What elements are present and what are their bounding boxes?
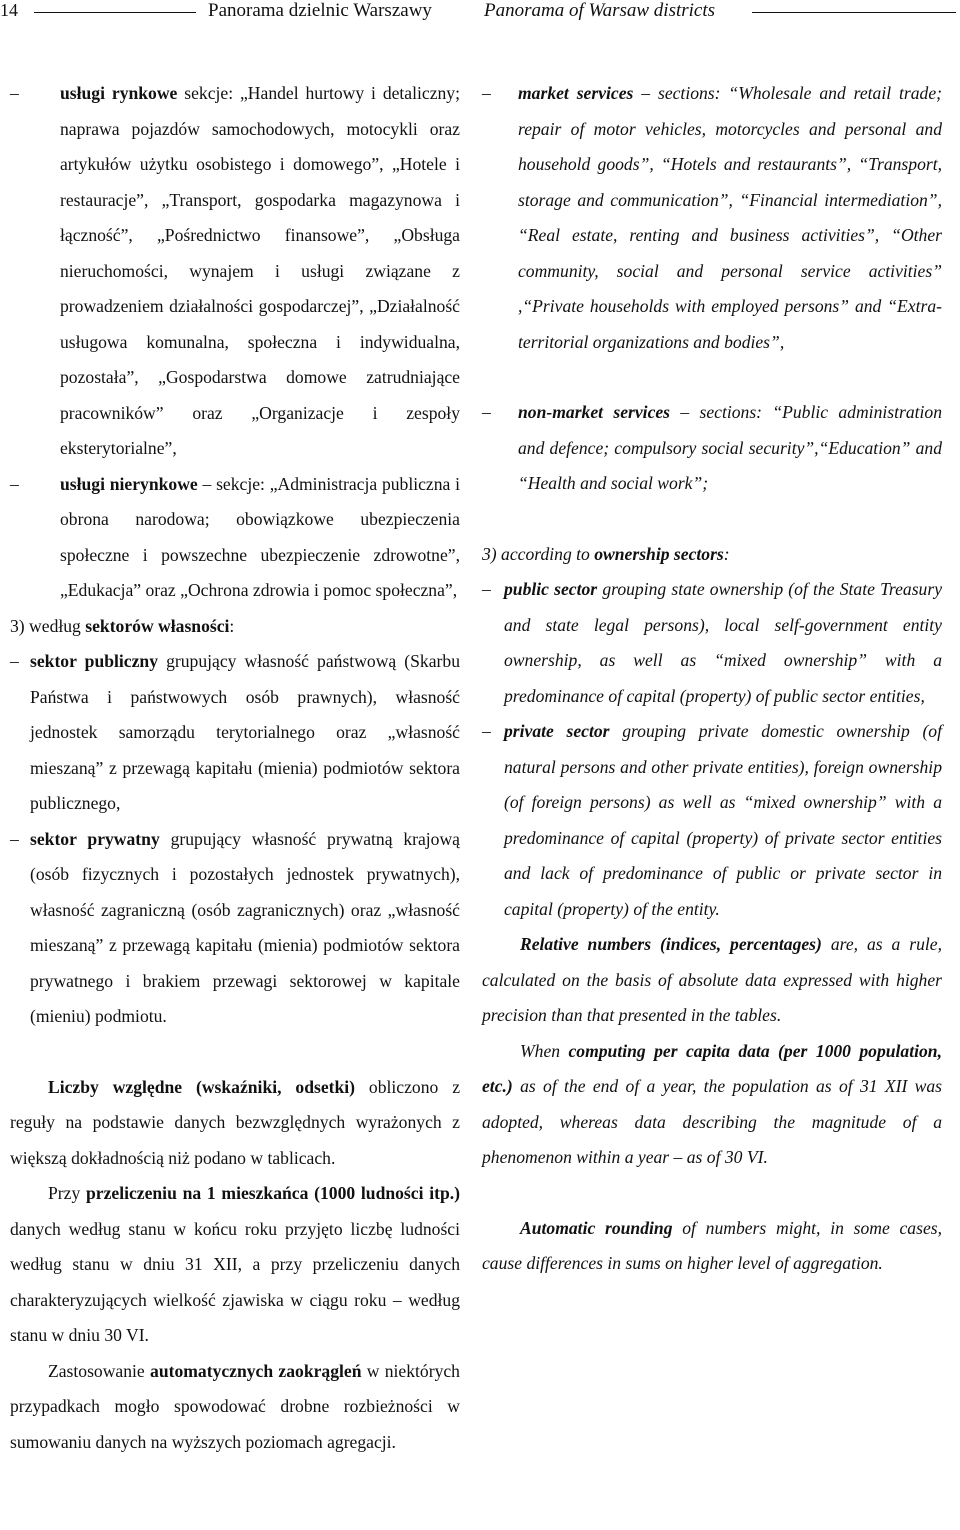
term-nonmarket-services-en: non-market services <box>518 402 671 422</box>
para-rounding-pl <box>10 1354 460 1461</box>
column-english <box>482 76 942 1282</box>
page-header <box>0 0 960 30</box>
text-per-capita-en: as of the end of a year, the population as of 31 XII was adopted, whereas data describing the magnitude of a phenomenon within a year – as of 30 VI. <box>482 1076 942 1167</box>
text-per-capita-pl: danych według stanu w końcu roku przyjęto liczbę ludności według stanu w dniu 31 XII, a przy przeliczeniu danych charakteryzujących wielkość zjawiska w ciągu roku – według stanu w dniu 30 VI. <box>10 1218 460 1345</box>
text-market-services-en: – sections: “Wholesale and retail trade; repair of motor vehicles, motorcycles and personal and household goods”, “Hotels and restaurants”, “Transport, storage and communication”, “Financial intermediation”, “Real estate, renting and business activities”, “Other community, social and personal service activities” ,“Private households with employed persons” and “Extra-territorial organizations and bodies”, <box>518 83 943 352</box>
para-relative-numbers-en <box>482 927 942 1034</box>
item-private-sector-en <box>482 714 942 927</box>
term-private-sector-pl: sektor prywatny <box>30 828 160 849</box>
dash: – <box>482 402 491 422</box>
header-rule-left <box>34 12 196 13</box>
para-relative-numbers-pl <box>10 1070 460 1177</box>
item-public-sector-en <box>482 572 942 714</box>
dash: – <box>482 579 491 599</box>
ownership-intro-pre: 3) według <box>10 615 86 636</box>
text-relative-numbers-pl: obliczono z reguły na podstawie danych bezwzględnych wyrażonych z większą dokładnością niż podano w tablicach. <box>10 1076 460 1168</box>
per-capita-pre-pl: Przy <box>48 1183 86 1203</box>
dash: – <box>482 721 491 741</box>
para-per-capita-en <box>482 1034 942 1176</box>
term-relative-numbers-pl: Liczby względne (wskaźniki, odsetki) <box>48 1076 356 1097</box>
ownership-intro-term: sektorów własności <box>85 615 230 636</box>
text-public-sector-pl: grupujący własność państwową (Skarbu Państwa i państwowych osób prawnych), własność jednostek samorządu terytorialnego oraz „własność mieszaną” z przewagą kapitału (mienia) podmiotów sektora publicznego, <box>30 651 460 813</box>
term-public-sector-en: public sector <box>504 579 598 599</box>
term-rounding-pl: automatycznych zaokrągleń <box>150 1360 362 1381</box>
item-nonmarket-services-pl <box>10 467 460 609</box>
text-nonmarket-services-pl: – sekcje: „Administracja publiczna i obrona narodowa; obowiązkowe ubezpieczenia społeczne i powszechne ubezpieczenie zdrowotne”, „Edukacja” oraz „Ochrona zdrowia i pomoc społeczna”, <box>60 473 460 600</box>
ownership-intro-post: : <box>229 615 235 636</box>
ownership-intro-pre-en: 3) according to <box>482 543 595 564</box>
header-title-en: Panorama of Warsaw districts <box>484 0 716 21</box>
text-public-sector-en: grouping state ownership (of the State Treasury and state legal persons), local self-government entity ownership, as well as “mixed ownership” with a predominance of capital (property) of public sector entities, <box>504 579 943 706</box>
text-private-sector-pl: grupujący własność prywatną krajową (osób fizycznych i pozostałych jednostek prywatnych), własność zagraniczną (osób zagranicznych) oraz „własność mieszaną” z przewagą kapitału (mienia) podmiotów sektora prywatnego i brakiem przewagi sektorowej w kapitale (mieniu) podmiotu. <box>30 828 460 1026</box>
term-nonmarket-services-pl: usługi nierynkowe <box>60 473 198 494</box>
term-relative-numbers-en: Relative numbers (indices, percentages) <box>520 934 822 954</box>
ownership-intro-pl <box>10 609 460 645</box>
term-public-sector-pl: sektor publiczny <box>30 651 158 671</box>
para-rounding-en <box>482 1211 942 1282</box>
term-market-services-pl: usługi rynkowe <box>60 83 178 103</box>
text-rounding-en: of numbers might, in some cases, cause differences in sums on higher level of aggregation. <box>482 1217 943 1273</box>
dash: – <box>10 83 19 103</box>
page-number: 14 <box>0 0 18 20</box>
header-rule-right <box>752 12 956 13</box>
per-capita-pre-en: When <box>520 1040 569 1061</box>
term-per-capita-pl: przeliczeniu na 1 mieszkańca (1000 ludności itp.) <box>85 1183 460 1203</box>
text-market-services-pl: sekcje: „Handel hurtowy i detaliczny; naprawa pojazdów samochodowych, motocykli oraz artykułów użytku osobistego i domowego”, „Hotele i restauracje”, „Transport, gospodarka magazynowa i łączność”, „Pośrednictwo finansowe”, „Obsługa nieruchomości, wynajem i usługi związane z prowadzeniem działalności gospodarczej”, „Działalność usługowa komunalna, społeczna i indywidualna, pozostała”, „Gospodarstwa domowe zatrudniające pracowników” oraz „Organizacje i zespoły eksterytorialne”, <box>60 83 460 458</box>
para-per-capita-pl <box>10 1176 460 1354</box>
ownership-intro-term-en: ownership sectors <box>594 543 724 564</box>
text-nonmarket-services-en: – sections: “Public administration and defence; compulsory social security”,“Education” and “Health and social work”; <box>518 402 942 493</box>
item-market-services-pl <box>10 76 460 467</box>
dash: – <box>482 83 491 103</box>
term-per-capita-en: computing per capita data (per 1000 population, etc.) <box>482 1040 942 1096</box>
ownership-intro-en <box>482 537 942 573</box>
ownership-intro-post-en: : <box>723 543 730 564</box>
rounding-pre-pl: Zastosowanie <box>48 1360 151 1381</box>
item-private-sector-pl <box>10 822 460 1035</box>
dash: – <box>10 473 19 494</box>
dash: – <box>10 651 19 671</box>
term-market-services-en: market services <box>518 83 634 103</box>
term-rounding-en: Automatic rounding <box>520 1217 673 1238</box>
header-title-pl: Panorama dzielnic Warszawy <box>208 0 432 21</box>
item-public-sector-pl <box>10 644 460 822</box>
text-rounding-pl: w niektórych przypadkach mogło spowodować drobne rozbieżności w sumowaniu danych na wyższych poziomach agregacji. <box>10 1360 460 1452</box>
text-private-sector-en: grouping private domestic ownership (of natural persons and other private entities), foreign ownership (of foreign persons) as well as “mixed ownership” with a predominance of capital (property) of private sector entities and lack of predominance of public or private sector in capital (property) of the entity. <box>504 721 942 919</box>
column-polish <box>10 76 460 1460</box>
item-market-services-en <box>482 76 942 360</box>
term-private-sector-en: private sector <box>504 721 610 741</box>
text-relative-numbers-en: are, as a rule, calculated on the basis of absolute data expressed with higher precision than that presented in the tables. <box>482 934 942 1025</box>
item-nonmarket-services-en <box>482 395 942 502</box>
dash: – <box>10 828 19 849</box>
